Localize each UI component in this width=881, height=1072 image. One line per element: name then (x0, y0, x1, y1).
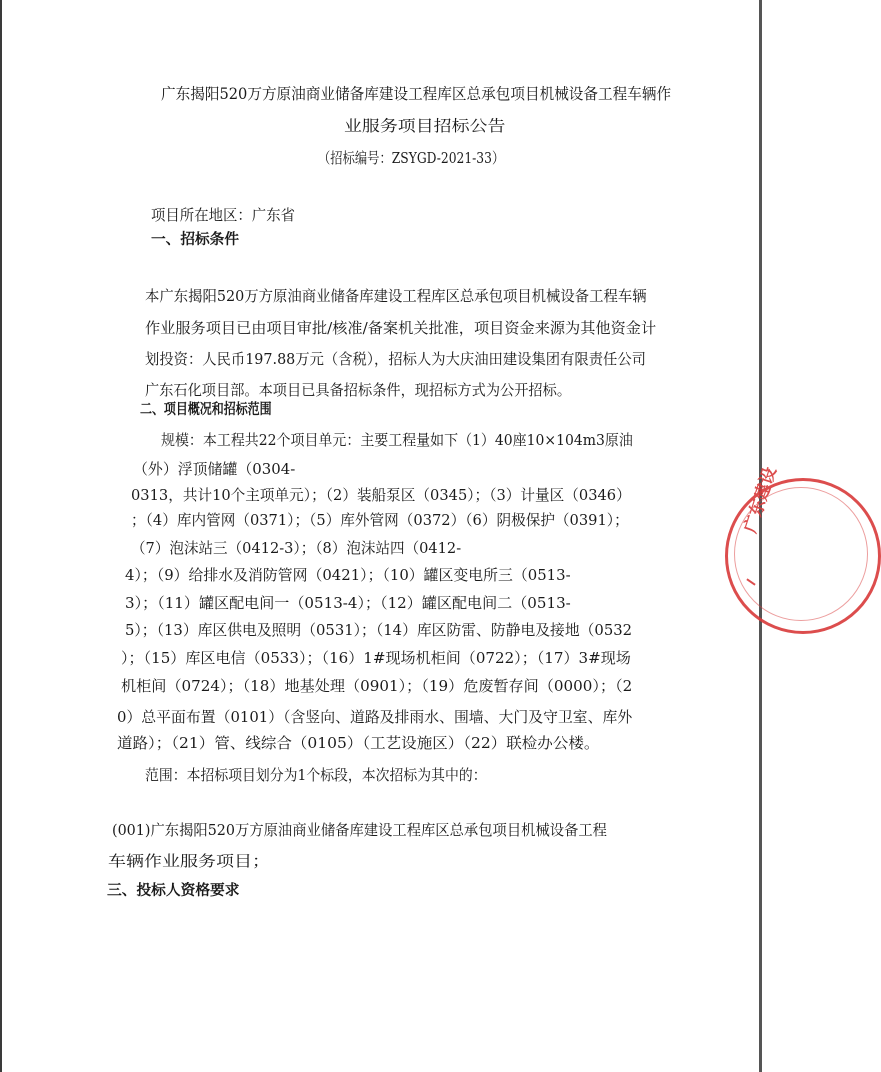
section-3-heading: 三、投标人资格要求 (107, 883, 240, 899)
lot-line-1: (001)广东揭阳520万方原油商业储备库建设工程库区总承包项目机械设备工程 (112, 821, 607, 839)
section-1-line-2: 作业服务项目已由项目审批/核准/备案机关批准，项目资金来源为其他资金计 (145, 319, 657, 337)
title-line-1: 广东揭阳520万方原油商业储备库建设工程库区总承包项目机械设备工程车辆作 (161, 85, 672, 103)
project-region: 项目所在地区：广东省 (151, 206, 296, 224)
section-1-line-3: 划投资：人民币197.88万元（含税），招标人为大庆油田建设集团有限责任公司 (145, 350, 647, 368)
scale-line-3: 0313，共计10个主项单元）；（2）装船泵区（0345）；（3）计量区（0346） (131, 486, 631, 504)
scale-line-10: 机柜间（0724）；（18）地基处理（0901）；（19）危废暂存间（0000）；（2 (121, 677, 633, 695)
scale-line-12: 道路）；（21）管、线综合（0105）（工艺设施区）（22）联检办公楼。 (117, 734, 600, 752)
section-1-heading: 一、招标条件 (151, 232, 240, 248)
section-1-line-1: 本广东揭阳520万方原油商业储备库建设工程库区总承包项目机械设备工程车辆 (145, 287, 647, 305)
company-seal-stamp (725, 464, 881, 634)
scale-line-8: 5）；（13）库区供电及照明（0531）；（14）库区防雷、防静电及接地（0532 (125, 621, 633, 639)
scale-line-9: ）；（15）库区电信（0533）；（16）1#现场机柜间（0722）；（17）3#现场 (121, 649, 631, 667)
page-left-edge (0, 0, 2, 1072)
scale-line-5: （7）泡沫站三（0412-3）；（8）泡沫站四（0412- (131, 539, 462, 557)
scale-line-7: 3）；（11）罐区配电间一（0513-4）；（12）罐区配电间二（0513- (125, 594, 571, 612)
scale-line-6: 4）；（9）给排水及消防管网（0421）；（10）罐区变电所三（0513- (125, 566, 571, 584)
scale-line-4: ；（4）库内管网（0371）；（5）库外管网（0372）（6）阴极保护（0391）； (131, 511, 629, 529)
scale-line-2: （外）浮顶储罐（0304- (133, 460, 296, 478)
section-2-heading: 二、项目概况和招标范围 (140, 402, 272, 418)
title-line-2: 业服务项目招标公告 (344, 117, 506, 135)
title-line-3: （招标编号：ZSYGD-2021-33） (318, 149, 505, 167)
scale-line-1: 规模：本工程共22个项目单元：主要工程量如下（1）40座10×104m3原油 (161, 431, 633, 449)
seal-text: 广东建设 (740, 464, 781, 536)
section-1-line-4: 广东石化项目部。本项目已具备招标条件，现招标方式为公开招标。 (145, 381, 572, 399)
scale-line-11: 0）总平面布置（0101）（含竖向、道路及排雨水、围墙、大门及守卫室、库外 (117, 708, 633, 726)
range-line: 范围：本招标项目划分为1个标段，本次招标为其中的： (145, 766, 487, 784)
lot-line-2: 车辆作业服务项目； (108, 852, 271, 870)
